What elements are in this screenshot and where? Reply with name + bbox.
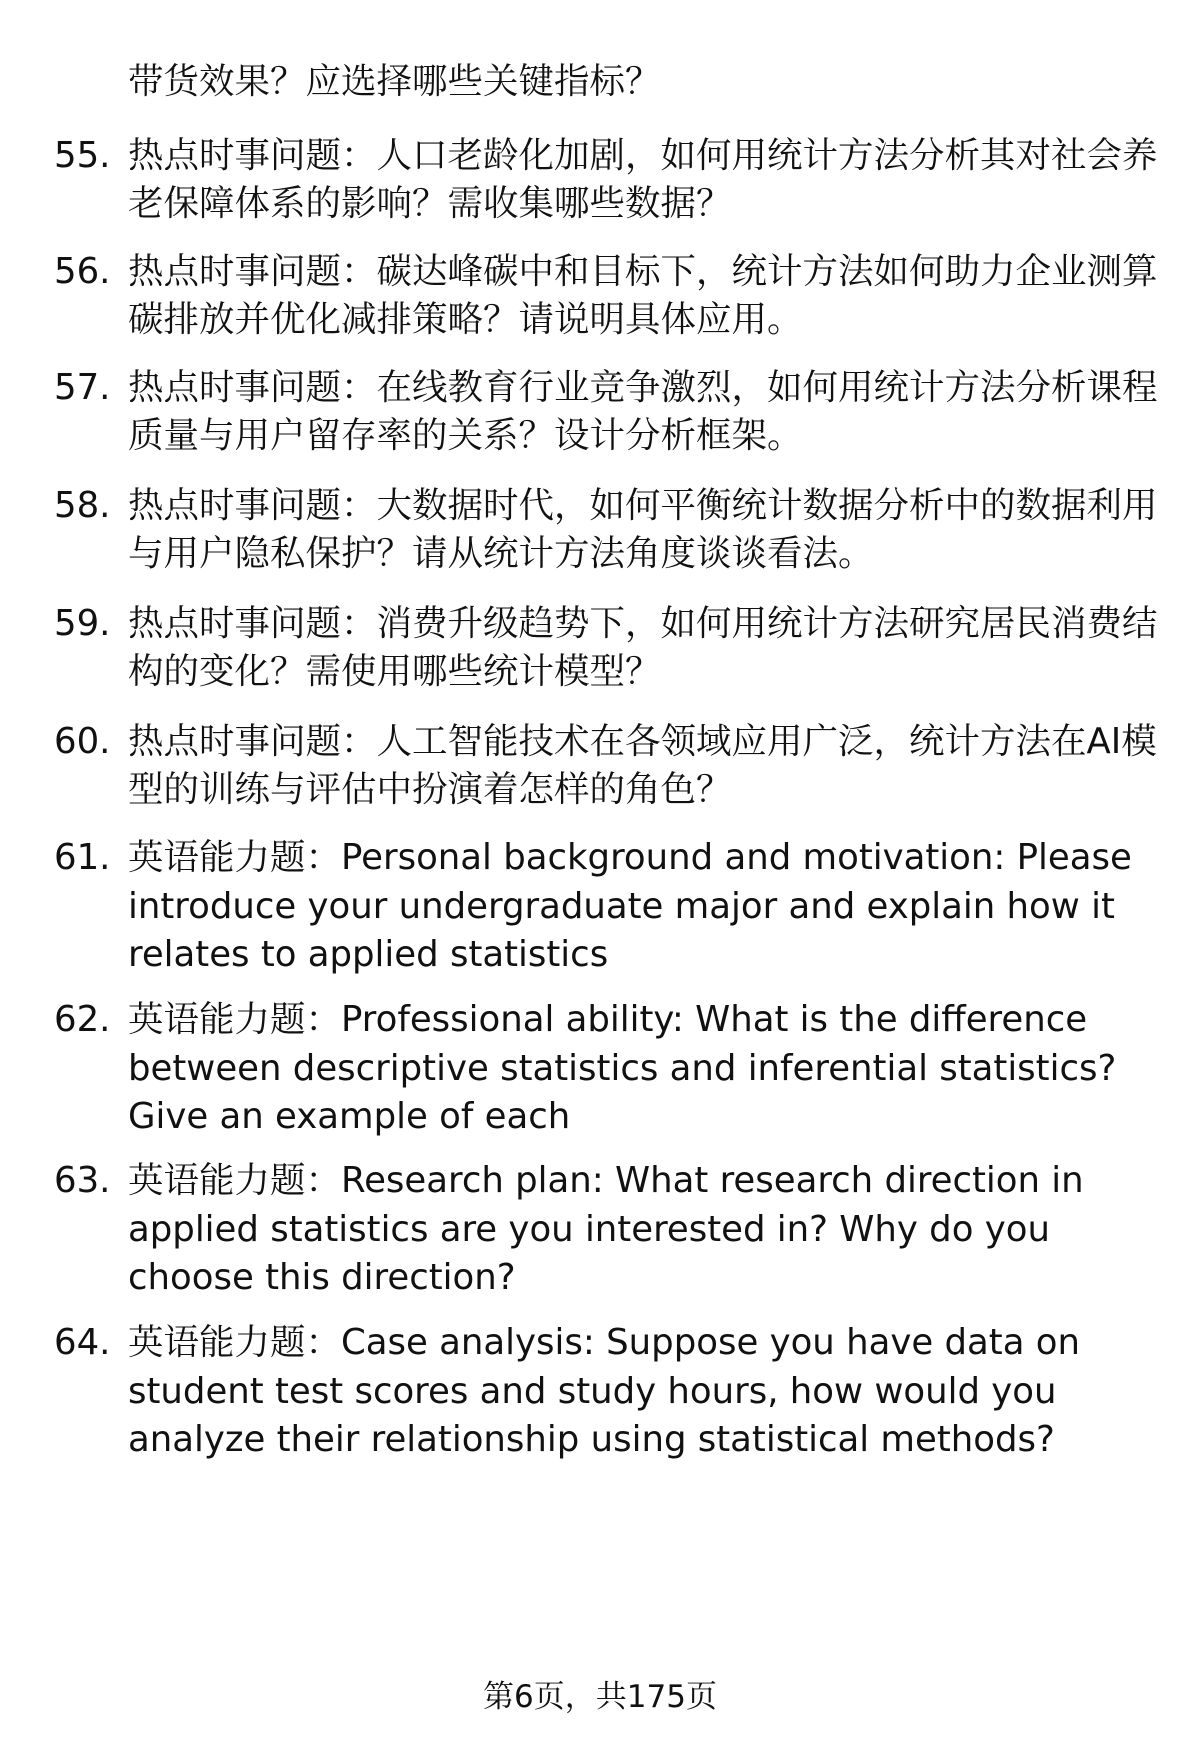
item-text: 热点时事问题：大数据时代，如何平衡统计数据分析中的数据利用与用户隐私保护？请从统计方法角度谈谈看法。 xyxy=(128,485,1158,574)
item-number: 57. xyxy=(54,367,111,408)
item-number: 64. xyxy=(54,1322,111,1363)
item-number: 56. xyxy=(54,251,111,292)
continuation-text: 带货效果？应选择哪些关键指标？ xyxy=(128,61,661,102)
item-number: 58. xyxy=(54,485,111,526)
item-number: 63. xyxy=(54,1160,111,1201)
item-number: 60. xyxy=(54,721,111,762)
item-text: 热点时事问题：碳达峰碳中和目标下，统计方法如何助力企业测算碳排放并优化减排策略？请说明具体应用。 xyxy=(128,251,1158,340)
item-text: 英语能力题：Personal background and motivation: Please introduce your undergraduate major and explain how it relates to applied statistics xyxy=(128,837,1132,975)
item-number: 61. xyxy=(54,837,111,878)
item-number: 59. xyxy=(54,603,111,644)
item-number: 62. xyxy=(54,999,111,1040)
item-text: 英语能力题：Professional ability: What is the difference between descriptive statistics and inferential statistics? Give an example of each xyxy=(128,999,1117,1137)
item-number: 55. xyxy=(54,135,111,176)
item-text: 热点时事问题：消费升级趋势下，如何用统计方法研究居民消费结构的变化？需使用哪些统计模型？ xyxy=(128,603,1158,692)
item-text: 热点时事问题：人口老龄化加剧，如何用统计方法分析其对社会养老保障体系的影响？需收集哪些数据？ xyxy=(128,135,1158,224)
item-text: 热点时事问题：在线教育行业竞争激烈，如何用统计方法分析课程质量与用户留存率的关系？设计分析框架。 xyxy=(128,367,1158,456)
item-text: 英语能力题：Case analysis: Suppose you have data on student test scores and study hours, how would you analyze their relationship using statistical methods? xyxy=(128,1322,1080,1460)
page-footer: 第6页，共175页 xyxy=(483,1679,717,1715)
item-text: 热点时事问题：人工智能技术在各领域应用广泛，统计方法在AI模型的训练与评估中扮演着怎样的角色？ xyxy=(128,721,1157,810)
item-text: 英语能力题：Research plan: What research direction in applied statistics are you interested in? Why do you choose this direction? xyxy=(128,1160,1084,1298)
